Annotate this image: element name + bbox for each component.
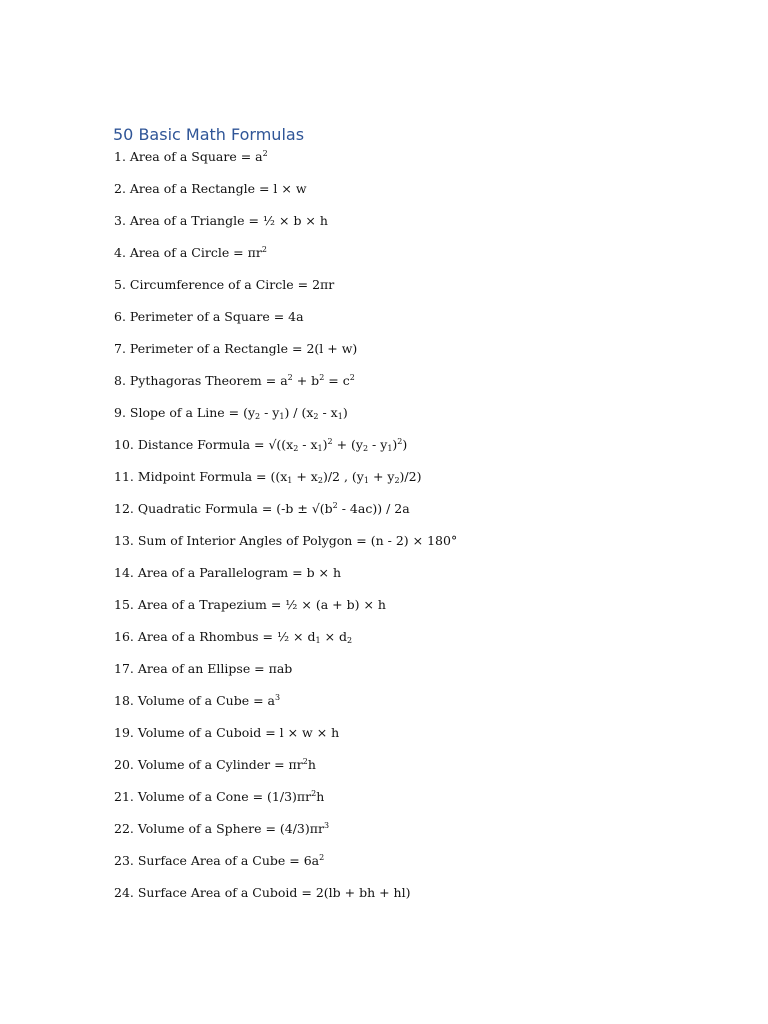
formula-text: 1. Area of a Square = a xyxy=(114,149,263,164)
formula-item xyxy=(114,722,457,754)
subscript: 2 xyxy=(362,444,369,453)
formula-text: 12. Quadratic Formula = (-b ± √(b xyxy=(114,501,333,516)
superscript: 2 xyxy=(332,501,338,510)
formula-item xyxy=(114,178,457,210)
subscript: 2 xyxy=(255,412,261,421)
formula-text: 10. Distance Formula = √((x xyxy=(114,437,294,452)
formula-item xyxy=(114,434,457,466)
subscript: 1 xyxy=(337,412,343,421)
formula-text: + (y xyxy=(332,437,363,452)
formula-list xyxy=(114,146,457,914)
formula-item xyxy=(114,306,457,338)
formula-text: - x xyxy=(318,405,338,420)
superscript: 2 xyxy=(319,373,325,382)
formula-item xyxy=(114,690,457,722)
superscript: 2 xyxy=(397,437,403,446)
subscript: 1 xyxy=(317,444,323,453)
formula-text: ) xyxy=(402,437,408,452)
formula-text: + b xyxy=(292,373,320,388)
formula-text: × d xyxy=(320,629,348,644)
formula-text: 23. Surface Area of a Cube = 6a xyxy=(114,853,320,868)
superscript: 2 xyxy=(349,373,355,382)
formula-text: = c xyxy=(324,373,350,388)
formula-text: 17. Area of an Ellipse = πab xyxy=(114,661,293,676)
subscript: 2 xyxy=(394,476,400,485)
formula-text: 2. Area of a Rectangle = l × w xyxy=(114,181,307,196)
formula-text: - 4ac)) / 2a xyxy=(337,501,410,516)
formula-item xyxy=(114,594,457,626)
formula-text: ) xyxy=(322,437,328,452)
subscript: 1 xyxy=(287,476,293,485)
subscript: 1 xyxy=(279,412,285,421)
formula-text: )/2 , (y xyxy=(322,469,364,484)
formula-item xyxy=(114,370,457,402)
formula-item xyxy=(114,786,457,818)
formula-text: 9. Slope of a Line = (y xyxy=(114,405,256,420)
formula-text: 11. Midpoint Formula = ((x xyxy=(114,469,288,484)
formula-text: h xyxy=(316,789,325,804)
superscript: 3 xyxy=(274,693,281,702)
formula-item xyxy=(114,818,457,850)
subscript: 2 xyxy=(317,476,323,485)
formula-text: - y xyxy=(368,437,388,452)
subscript: 1 xyxy=(315,636,321,645)
formula-item xyxy=(114,402,457,434)
formula-text: 20. Volume of a Cylinder = πr xyxy=(114,757,303,772)
formula-item xyxy=(114,146,457,178)
formula-text: 16. Area of a Rhombus = ½ × d xyxy=(114,629,316,644)
formula-item xyxy=(114,338,457,370)
formula-text: 5. Circumference of a Circle = 2πr xyxy=(114,277,335,292)
formula-text: 7. Perimeter of a Rectangle = 2(l + w) xyxy=(114,341,358,356)
formula-text: + y xyxy=(368,469,395,484)
formula-text: 8. Pythagoras Theorem = a xyxy=(114,373,288,388)
formula-text: 6. Perimeter of a Square = 4a xyxy=(114,309,304,324)
formula-item xyxy=(114,466,457,498)
formula-item xyxy=(114,530,457,562)
formula-text: 13. Sum of Interior Angles of Polygon = (n - 2) × 180° xyxy=(114,533,458,548)
formula-text: 14. Area of a Parallelogram = b × h xyxy=(114,565,342,580)
subscript: 2 xyxy=(293,444,299,453)
formula-item xyxy=(114,210,457,242)
superscript: 2 xyxy=(327,437,333,446)
superscript: 3 xyxy=(323,821,330,830)
formula-text: 21. Volume of a Cone = (1/3)πr xyxy=(114,789,312,804)
formula-text: 22. Volume of a Sphere = (4/3)πr xyxy=(114,821,324,836)
formula-item xyxy=(114,658,457,690)
formula-item xyxy=(114,562,457,594)
formula-text: - x xyxy=(298,437,318,452)
superscript: 2 xyxy=(261,245,267,254)
formula-text: 4. Area of a Circle = πr xyxy=(114,245,262,260)
formula-item xyxy=(114,754,457,786)
formula-text: ) xyxy=(392,437,398,452)
formula-item xyxy=(114,626,457,658)
superscript: 2 xyxy=(287,373,293,382)
formula-text: - y xyxy=(260,405,280,420)
superscript: 2 xyxy=(311,789,317,798)
formula-item xyxy=(114,850,457,882)
formula-item xyxy=(114,498,457,530)
formula-text: 18. Volume of a Cube = a xyxy=(114,693,275,708)
document-title: 50 Basic Math Formulas xyxy=(113,125,305,144)
superscript: 2 xyxy=(319,853,325,862)
formula-text: 3. Area of a Triangle = ½ × b × h xyxy=(114,213,328,228)
formula-text: )/2) xyxy=(399,469,422,484)
subscript: 2 xyxy=(313,412,319,421)
superscript: 2 xyxy=(302,757,308,766)
formula-item xyxy=(114,242,457,274)
formula-text: 19. Volume of a Cuboid = l × w × h xyxy=(114,725,340,740)
formula-text: ) xyxy=(342,405,348,420)
formula-text: h xyxy=(307,757,316,772)
superscript: 2 xyxy=(262,149,268,158)
formula-text: 15. Area of a Trapezium = ½ × (a + b) × h xyxy=(114,597,386,612)
formula-text: 24. Surface Area of a Cuboid = 2(lb + bh + hl) xyxy=(114,885,411,900)
subscript: 2 xyxy=(347,636,353,645)
formula-item xyxy=(114,882,457,914)
subscript: 1 xyxy=(363,476,369,485)
formula-item xyxy=(114,274,457,306)
formula-text: + x xyxy=(292,469,318,484)
subscript: 1 xyxy=(387,444,393,453)
formula-text: ) / (x xyxy=(284,405,314,420)
